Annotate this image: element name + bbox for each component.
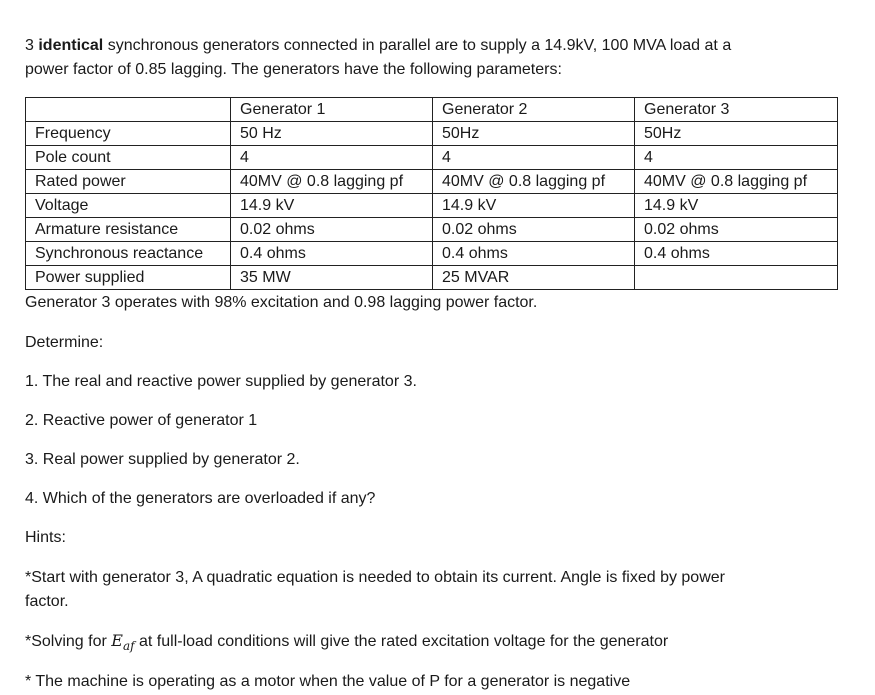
table-cell: 14.9 kV: [433, 194, 635, 218]
row-label: Rated power: [26, 170, 231, 194]
hint-1-line1: *Start with generator 3, A quadratic equation is needed to obtain its current. Angle is fixed by power: [25, 569, 725, 586]
table-row: [26, 146, 838, 170]
table-row: [26, 266, 838, 290]
eaf-subscript: af: [122, 639, 135, 654]
table-header-cell: Generator 3: [635, 98, 838, 122]
row-label: Power supplied: [26, 266, 231, 290]
table-cell: 50Hz: [433, 122, 635, 146]
table-cell: 25 MVAR: [433, 266, 635, 290]
table-cell: 40MV @ 0.8 lagging pf: [635, 170, 838, 194]
intro-bold-word: identical: [38, 37, 104, 54]
hint-2-prefix: *Solving for: [25, 633, 112, 650]
row-label: Armature resistance: [26, 218, 231, 242]
table-row: [26, 170, 838, 194]
row-label: Pole count: [26, 146, 231, 170]
table-cell: 40MV @ 0.8 lagging pf: [433, 170, 635, 194]
table-cell: 0.4 ohms: [231, 242, 433, 266]
intro-line2: power factor of 0.85 lagging. The generators have the following parameters:: [25, 61, 562, 78]
table-cell: 4: [231, 146, 433, 170]
table-cell: 0.02 ohms: [433, 218, 635, 242]
row-label: Voltage: [26, 194, 231, 218]
table-cell: 0.4 ohms: [635, 242, 838, 266]
table-cell: 40MV @ 0.8 lagging pf: [231, 170, 433, 194]
hints-label: Hints:: [25, 529, 66, 546]
row-label: Frequency: [26, 122, 231, 146]
intro-prefix: 3: [25, 37, 39, 54]
table-cell: 50Hz: [635, 122, 838, 146]
eaf-symbol: [111, 631, 135, 654]
question-2: 2. Reactive power of generator 1: [25, 412, 258, 429]
table-cell: 0.02 ohms: [635, 218, 838, 242]
table-row: [26, 218, 838, 242]
table-cell: 4: [433, 146, 635, 170]
table-row: [26, 122, 838, 146]
table-row: [26, 194, 838, 218]
problem-intro: [25, 34, 845, 82]
table-cell: [635, 266, 838, 290]
table-header-cell: Generator 1: [231, 98, 433, 122]
table-row: [26, 242, 838, 266]
table-header-cell: Generator 2: [433, 98, 635, 122]
hint-3: * The machine is operating as a motor when the value of P for a generator is negative: [25, 673, 631, 690]
table-cell: 0.4 ohms: [433, 242, 635, 266]
table-cell: 50 Hz: [231, 122, 433, 146]
table-cell: 4: [635, 146, 838, 170]
table-cell: 0.02 ohms: [231, 218, 433, 242]
table-cell: 35 MW: [231, 266, 433, 290]
generator3-note: Generator 3 operates with 98% excitation and 0.98 lagging power factor.: [25, 294, 538, 311]
table-cell: 14.9 kV: [231, 194, 433, 218]
generator-parameters-table: [25, 97, 838, 290]
table-cell: 14.9 kV: [635, 194, 838, 218]
eaf-letter: E: [111, 631, 123, 650]
intro-line1-rest: synchronous generators connected in parallel are to supply a 14.9kV, 100 MVA load at a: [103, 37, 732, 54]
question-4: 4. Which of the generators are overloaded if any?: [25, 490, 376, 507]
hint-2: [25, 629, 668, 658]
question-3: 3. Real power supplied by generator 2.: [25, 451, 300, 468]
row-label: Synchronous reactance: [26, 242, 231, 266]
table-header-cell: [26, 98, 231, 122]
table-header-row: [26, 98, 838, 122]
hint-1-line2: factor.: [25, 593, 69, 610]
determine-label: Determine:: [25, 334, 104, 351]
question-1: 1. The real and reactive power supplied by generator 3.: [25, 373, 417, 390]
hint-2-suffix: at full-load conditions will give the rated excitation voltage for the generator: [134, 633, 669, 650]
